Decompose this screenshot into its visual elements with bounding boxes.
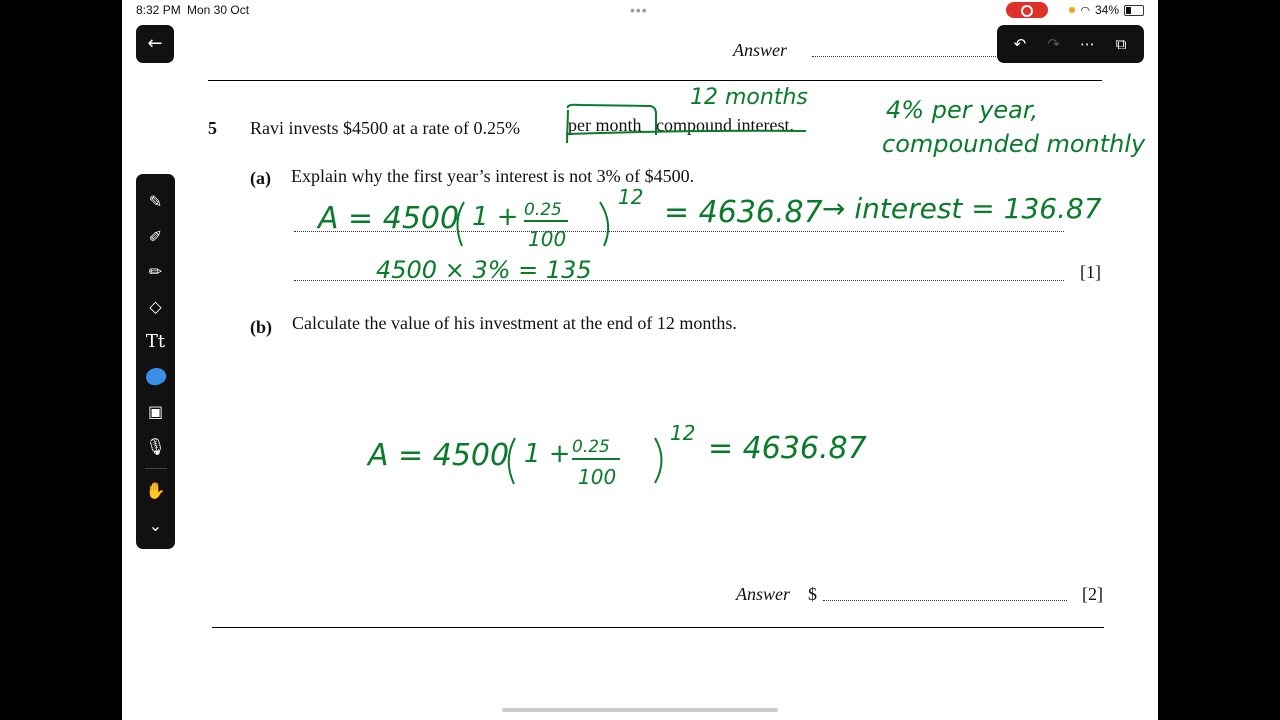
microphone-icon[interactable]: 🎙 xyxy=(145,437,166,456)
pen-icon[interactable]: ✎ xyxy=(148,192,163,211)
status-date: Mon 30 Oct xyxy=(187,3,250,17)
part-a-label: (a) xyxy=(250,168,271,188)
hand-icon[interactable]: ✋ xyxy=(145,481,166,500)
home-indicator[interactable] xyxy=(502,708,778,712)
part-b-text: Calculate the value of his investment at the end of 12 months. xyxy=(292,313,737,333)
answer-label-b: Answer xyxy=(736,584,790,604)
redo-icon[interactable]: ↷ xyxy=(1047,35,1060,53)
underline-stroke xyxy=(566,131,806,134)
multitasking-dots-icon[interactable]: ••• xyxy=(630,2,648,18)
text-tool-icon[interactable]: Tt xyxy=(145,331,166,352)
part-b-label: (b) xyxy=(250,317,272,337)
eraser-icon[interactable]: ◇ xyxy=(149,297,162,316)
part-a-text: Explain why the first year’s interest is not 3% of $4500. xyxy=(291,166,695,186)
highlighter-icon[interactable]: ✐ xyxy=(148,227,163,246)
pencil-icon[interactable]: ✏ xyxy=(148,262,163,281)
wifi-icon: ◠ xyxy=(1080,3,1090,17)
more-options-icon[interactable]: ⋯ xyxy=(1079,35,1095,53)
hw-a1-interest: → interest = 136.87 xyxy=(822,192,1102,225)
mark-b: [2] xyxy=(1082,584,1103,604)
hw-b-oneplus: 1 + xyxy=(524,439,571,469)
question-number: 5 xyxy=(208,118,217,138)
hw-b-result: = 4636.87 xyxy=(708,431,867,466)
hw-b-start: A = 4500 xyxy=(368,438,510,473)
question-text-1: Ravi invests $4500 at a rate of 0.25% xyxy=(250,118,520,138)
note-months: 12 months xyxy=(690,85,808,110)
hw-b-exponent: 12 xyxy=(670,421,696,445)
hw-a1-frac-den: 100 xyxy=(528,227,567,251)
back-button[interactable]: ← xyxy=(136,25,174,63)
note-year-1: 4% per year, xyxy=(886,96,1039,124)
question-text-boxed: per month xyxy=(568,115,642,135)
mark-a: [1] xyxy=(1080,262,1101,282)
note-year-2: compounded monthly xyxy=(882,130,1146,158)
chevron-down-icon[interactable]: ⌄ xyxy=(148,516,163,535)
image-icon[interactable]: ▣ xyxy=(147,402,164,421)
battery-percent: 34% xyxy=(1094,3,1119,17)
answer-label-top: Answer xyxy=(733,40,787,60)
boxed-highlight xyxy=(567,105,656,143)
bracket-right-a xyxy=(600,202,608,246)
undo-icon[interactable]: ↶ xyxy=(1013,35,1027,53)
answer-currency-b: $ xyxy=(808,584,817,604)
status-time: 8:32 PM xyxy=(136,3,181,17)
hw-a1-exponent: 12 xyxy=(618,185,644,209)
hw-a1-frac-num: 0.25 xyxy=(524,200,562,220)
bracket-left-b xyxy=(509,438,515,484)
hw-a2: 4500 × 3% = 135 xyxy=(376,256,592,284)
hw-b-frac-num: 0.25 xyxy=(572,437,610,457)
hw-a1-oneplus: 1 + xyxy=(472,202,519,232)
pages-icon[interactable]: ⧉ xyxy=(1115,35,1127,53)
bracket-right-b xyxy=(655,438,662,483)
hw-b-frac-den: 100 xyxy=(578,465,617,489)
hw-a1-result: = 4636.87 xyxy=(664,195,823,230)
question-text-2: compound interest. xyxy=(656,115,794,135)
hw-a1-start: A = 4500 xyxy=(318,201,460,236)
